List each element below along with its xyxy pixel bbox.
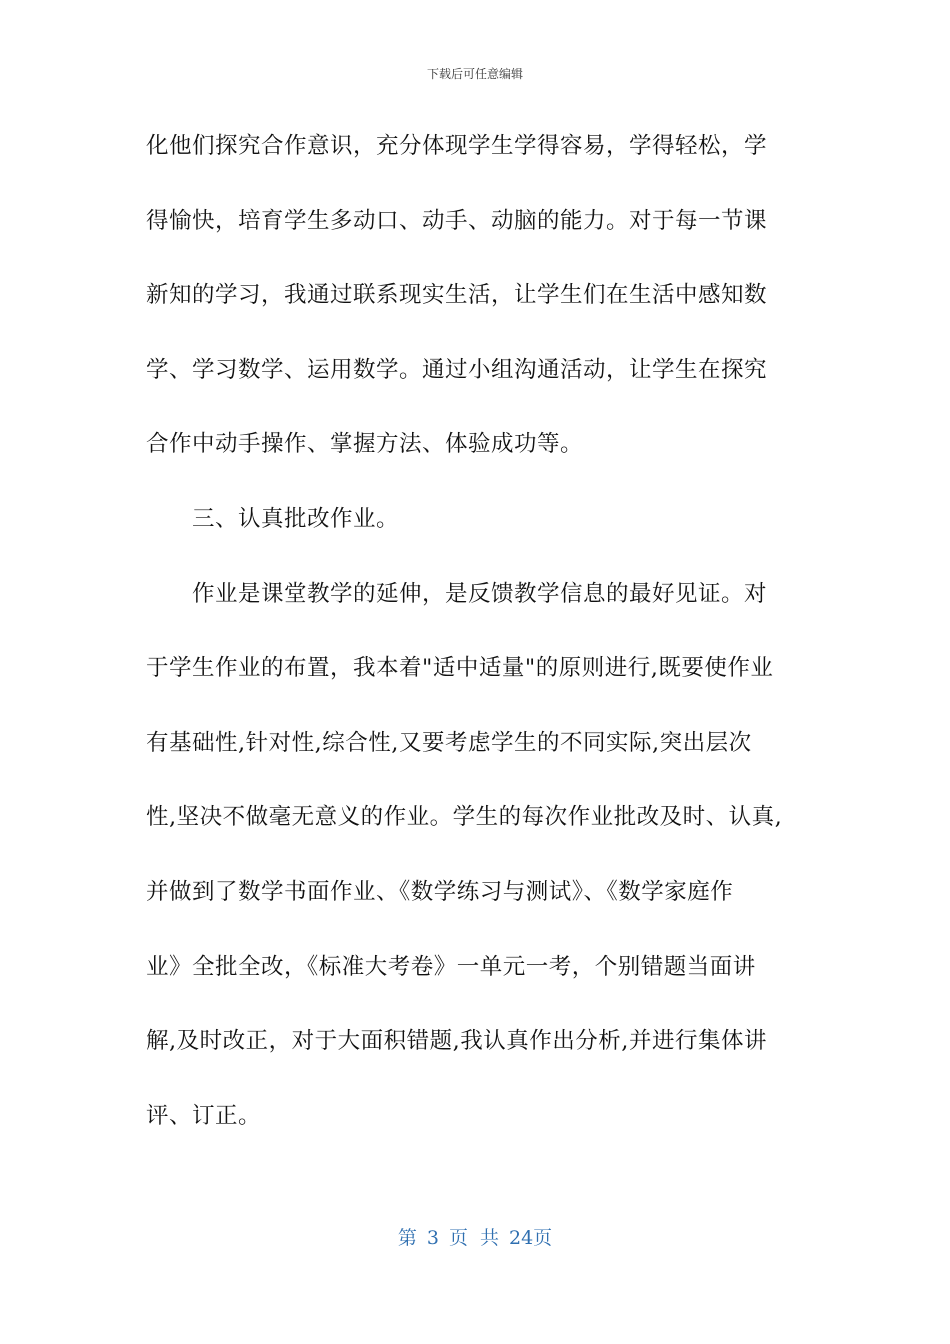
text-line: 业》全批全改，《标准大考卷》一单元一考，个别错题当面讲 (146, 953, 756, 980)
current-page-number: 3 (426, 1227, 439, 1249)
text-line: 有基础性,针对性,综合性,又要考虑学生的不同实际,突出层次 (146, 729, 752, 756)
footer-middle: 页 共 (448, 1227, 499, 1249)
text-line: 化他们探究合作意识，充分体现学生学得容易，学得轻松，学 (146, 133, 768, 159)
text-line: 并做到了数学书面作业、《数学练习与测试》、《数学家庭作 (146, 878, 734, 905)
footer-prefix: 第 (397, 1227, 417, 1249)
text-line: 性,坚决不做毫无意义的作业。学生的每次作业批改及时、认真, (146, 804, 783, 831)
page-number-footer (0, 1226, 950, 1250)
text-line: 作业是课堂教学的延伸，是反馈教学信息的最好见证。对 (192, 580, 768, 607)
text-line: 评、订正。 (146, 1102, 262, 1129)
document-body (146, 121, 806, 1165)
page-header: 下载后可任意编辑 (426, 67, 523, 81)
section-heading: 三、认真批改作业。 (192, 505, 400, 532)
text-line: 新知的学习，我通过联系现实生活，让学生们在生活中感知数 (146, 282, 768, 309)
text-line: 于学生作业的布置，我本着"适中适量"的原则进行,既要使作业 (146, 655, 774, 682)
text-line: 学、学习数学、运用数学。通过小组沟通活动，让学生在探究 (146, 356, 768, 383)
text-line: 得愉快，培育学生多动口、动手、动脑的能力。对于每一节课 (146, 207, 768, 234)
text-line: 合作中动手操作、掌握方法、体验成功等。 (146, 431, 584, 458)
text-line: 解,及时改正，对于大面积错题,我认真作出分析,并进行集体讲 (146, 1028, 767, 1055)
total-pages: 24页 (508, 1227, 553, 1249)
